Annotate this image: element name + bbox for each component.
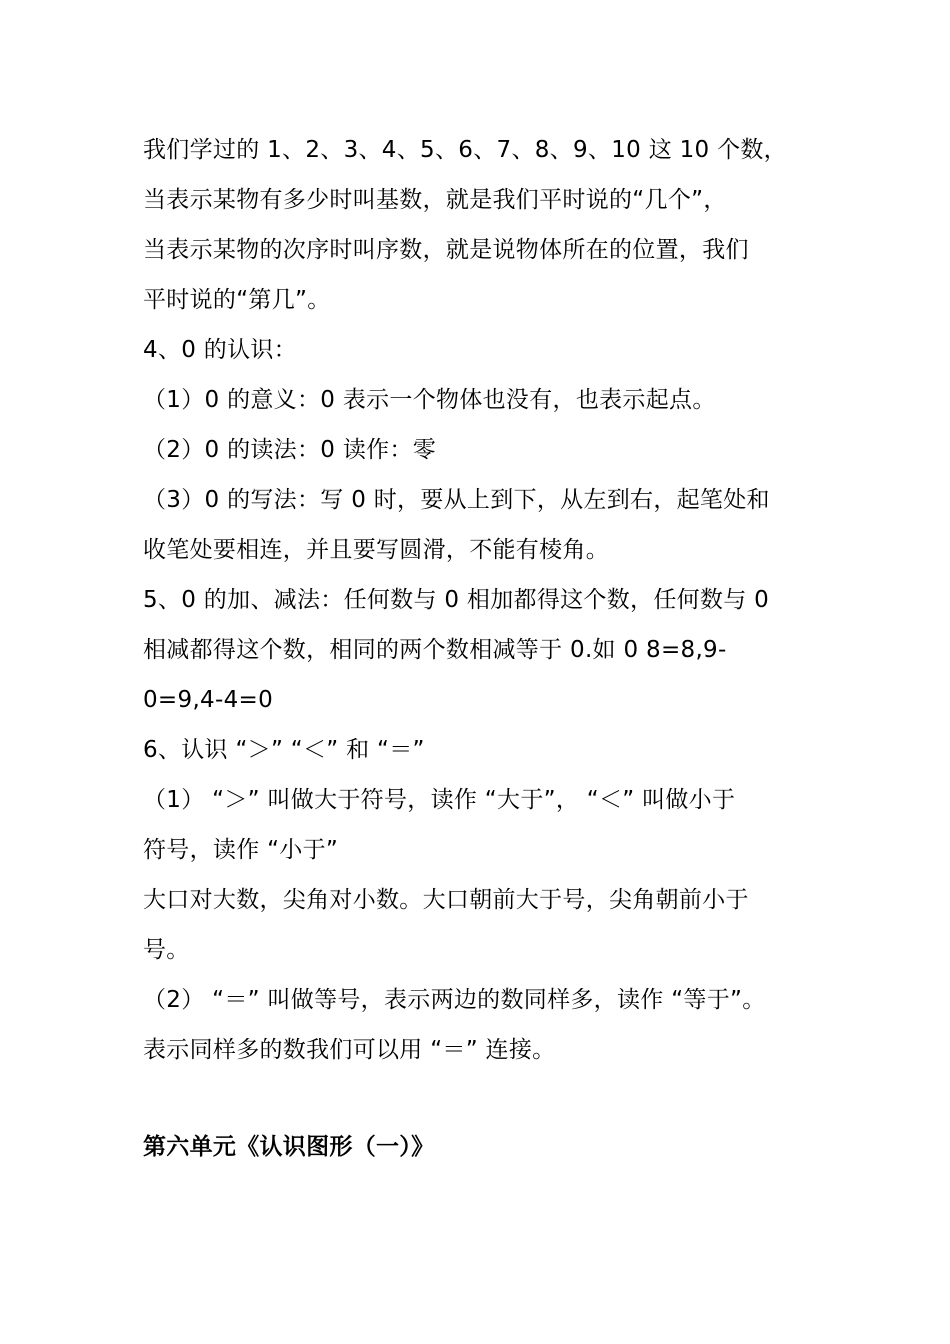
zero-arith-line-3: 0=9,4-4=0 bbox=[143, 687, 274, 713]
zero-reading-line: （2）0 的读法：0 读作：零 bbox=[143, 437, 437, 463]
paragraph-line-3: 当表示某物的次序时叫序数，就是说物体所在的位置，我们 bbox=[143, 237, 749, 263]
zero-arith-line-2: 相减都得这个数，相同的两个数相减等于 0.如 0 8=8,9- bbox=[143, 637, 727, 663]
section-title-symbols: 6、认识 “＞” “＜” 和 “＝” bbox=[143, 737, 425, 763]
zero-writing-line-2: 收笔处要相连，并且要写圆滑，不能有棱角。 bbox=[143, 537, 609, 563]
zero-meaning-line: （1）0 的意义：0 表示一个物体也没有，也表示起点。 bbox=[143, 387, 716, 413]
greater-less-line-2: 符号，读作 “小于” bbox=[143, 837, 339, 863]
greater-less-line-1: （1） “＞” 叫做大于符号，读作 “大于”， “＜” 叫做小于 bbox=[143, 787, 736, 813]
mnemonic-line-1: 大口对大数，尖角对小数。大口朝前大于号，尖角朝前小于 bbox=[143, 887, 749, 913]
section-title-zero: 4、0 的认识： bbox=[143, 337, 297, 363]
paragraph-line-1: 我们学过的 1、2、3、4、5、6、7、8、9、10 这 10 个数， bbox=[143, 137, 787, 163]
zero-writing-line-1: （3）0 的写法：写 0 时，要从上到下，从左到右，起笔处和 bbox=[143, 487, 770, 513]
unit-heading: 第六单元《认识图形（一）》 bbox=[143, 1134, 435, 1160]
equals-line-1: （2） “＝” 叫做等号，表示两边的数同样多，读作 “等于”。 bbox=[143, 987, 766, 1013]
equals-line-2: 表示同样多的数我们可以用 “＝” 连接。 bbox=[143, 1037, 556, 1063]
paragraph-line-2: 当表示某物有多少时叫基数，就是我们平时说的“几个”， bbox=[143, 187, 727, 213]
zero-arith-line-1: 5、0 的加、减法：任何数与 0 相加都得这个数，任何数与 0 bbox=[143, 587, 770, 613]
paragraph-line-4: 平时说的“第几”。 bbox=[143, 287, 331, 313]
mnemonic-line-2: 号。 bbox=[143, 937, 190, 963]
